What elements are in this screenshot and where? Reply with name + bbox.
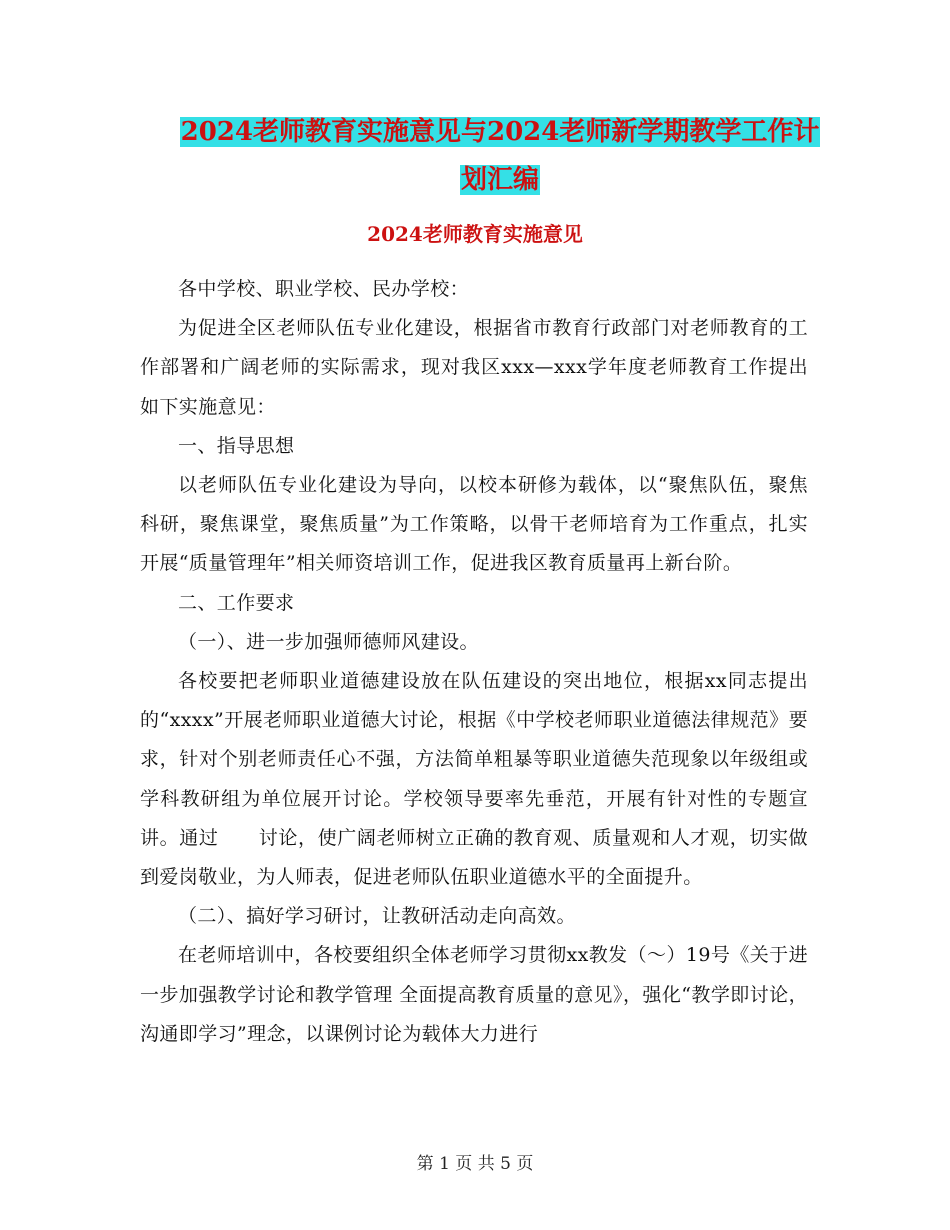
subheading-study-research: （二）、搞好学习研讨，让教研活动走向高效。 [178, 905, 576, 928]
document-title-line-2: 划汇编 [460, 165, 539, 195]
paragraph-ethics-part-2: 讨论，使广阔老师树立正确的教育观、质量观和人才观，切实做到爱岗敬业，为人师表，促进老师队伍职业道德水平的全面提升。 [140, 826, 808, 889]
paragraph-addressee: 各中学校、职业学校、民办学校： [178, 278, 470, 300]
document-title-line-1: 2024老师教育实施意见与2024老师新学期教学工作计 [180, 117, 820, 147]
paragraph-intro: 为促进全区老师队伍专业化建设，根据省市教育行政部门对老师教育的工作部署和广阔老师的实际需求，现对我区xxx—xxx学年度老师教育工作提出如下实施意见： [140, 317, 808, 418]
section-title: 2024老师教育实施意见 [367, 222, 583, 246]
document-body [140, 270, 808, 1054]
paragraph-ethics [140, 662, 808, 897]
paragraph-ethics-part-1: 各校要把老师职业道德建设放在队伍建设的突出地位，根据xx同志提出的“xxxx”开展老师职业道德大讨论，根据《中学校老师职业道德法律规范》要求，针对个别老师责任心不强，方法简单粗暴等职业道德失范现象以年级组或学科教研组为单位展开讨论。学校领导要率先垂范，开展有针对性的专题宣讲。通过 [140, 670, 808, 849]
paragraph-study-research: 在老师培训中，各校要组织全体老师学习贯彻xx教发（～）19号《关于进一步加强教学讨论和教学管理 全面提高教育质量的意见》，强化“教学即讨论，沟通即学习”理念，以课例讨论为载体大力进行 [140, 944, 808, 1045]
subheading-ethics: （一）、进一步加强师德师风建设。 [178, 630, 479, 653]
document-title [140, 108, 860, 204]
page-footer: 第 1 页 共 5 页 [416, 1154, 534, 1174]
paragraph-guiding-ideology: 以老师队伍专业化建设为导向，以校本研修为载体，以“聚焦队伍，聚焦科研，聚焦课堂，聚焦质量”为工作策略，以骨干老师培育为工作重点，扎实开展“质量管理年”相关师资培训工作，促进我区教育质量再上新台阶。 [140, 474, 808, 575]
heading-work-requirements: 二、工作要求 [178, 591, 295, 614]
heading-guiding-ideology: 一、指导思想 [178, 434, 295, 457]
